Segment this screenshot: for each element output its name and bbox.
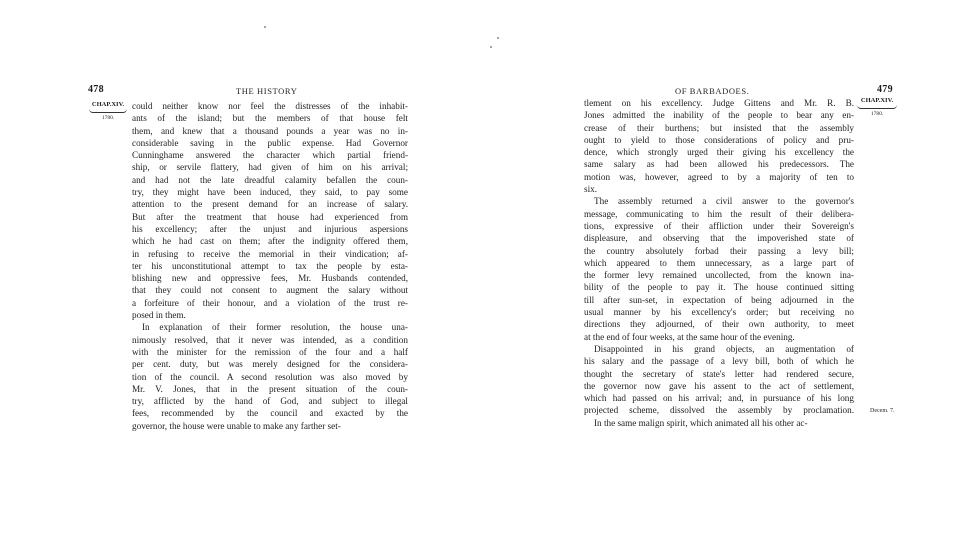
margin-year: 1780.: [101, 115, 115, 121]
text-line: which had passed on his arrival; and, in pursuance of his long: [584, 393, 854, 404]
scan-speck: [497, 37, 499, 39]
text-line: that they could not consent to augment the salary without: [132, 285, 408, 296]
margin-year: 1780.: [870, 111, 884, 117]
text-line: governor, the house were unable to make any farther set-: [132, 420, 341, 431]
text-line: try, they might have been induced, they said, to pay some: [132, 187, 408, 198]
text-line: projected scheme, dissolved the assembly by proclamation.: [584, 405, 854, 416]
text-line: and had not the late dreadful calamity befallen the coun-: [132, 174, 408, 185]
text-line: displeasure, and observing that the impoverished state of: [584, 233, 854, 244]
text-line: six.: [584, 184, 598, 195]
body-text: [132, 100, 408, 432]
text-line: In explanation of their former resolution, the house una-: [142, 322, 408, 333]
text-line: ter his unconstitutional attempt to tax the people by esta-: [132, 260, 408, 271]
text-line: Cunninghame answered the character which partial friend-: [132, 150, 408, 161]
margin-chapter: CHAP.XIV.: [860, 97, 894, 104]
brace-mark: [89, 109, 127, 113]
text-line: motion was, however, agreed to by a majority of ten to: [584, 171, 854, 182]
text-line: which he had cast on them; after the indignity offered them,: [132, 236, 408, 247]
scan-speck: [490, 46, 492, 48]
text-line: per cent. duty, but was merely designed for the considera-: [132, 359, 408, 370]
text-line: The assembly returned a civil answer to the governor's: [594, 196, 854, 207]
margin-chapter: CHAP.XIV.: [91, 101, 125, 108]
scan-speck: [264, 26, 266, 28]
page-number: 478: [88, 84, 104, 95]
margin-chapter-note: [88, 101, 128, 122]
text-line: same salary as had been allowed his predecessors. The: [584, 159, 854, 170]
text-line: which appeared to them unnecessary, as a large part of: [584, 257, 854, 268]
text-line: In the same malign spirit, which animated all his other ac-: [594, 417, 808, 428]
text-line: But after the treatment that house had experienced from: [132, 211, 408, 222]
text-line: tlement on his excellency. Judge Gittens and Mr. R. B.: [584, 98, 854, 108]
text-line: posed in them.: [132, 310, 186, 321]
running-head: THE HISTORY: [236, 86, 298, 96]
text-line: bility of the people to pay it. The house continued sitting: [584, 282, 854, 293]
text-line: in refusing to receive the memorial in their vindication; af-: [132, 248, 408, 259]
text-line: his salary and the passage of a levy bill, both of which he: [584, 356, 854, 367]
text-line: Disappointed in his grand objects, an augmentation of: [594, 343, 854, 354]
text-line: tions, expressive of their affliction under their Sovereign's: [584, 220, 854, 231]
text-line: the country absolutely forbad their passing a levy bill;: [584, 245, 854, 256]
text-line: at the end of four weeks, at the same hour of the evening.: [584, 331, 795, 342]
text-line: the former levy remained uncollected, from the known ina-: [584, 270, 854, 281]
text-line: his excellency; after the unjust and injurious aspersions: [132, 223, 408, 234]
body-text: [584, 97, 854, 429]
text-line: message, communicating to him the result of their delibera-: [584, 208, 854, 219]
text-line: fees, recommended by the council and exacted by the: [132, 408, 408, 419]
text-line: blishing new and oppressive fees, Mr. Husbands contended,: [132, 273, 408, 284]
text-line: ants of the island; but the members of that house felt: [132, 113, 408, 124]
text-line: them, and knew that a thousand pounds a year was no in-: [132, 125, 408, 136]
text-line: ship, or servile flattery, had given of him on his arrival;: [132, 162, 408, 173]
text-line: thought the secretary of state's letter had rendered secure,: [584, 368, 854, 379]
text-line: nimously resolved, that it never was intended, as a condition: [132, 334, 408, 345]
text-line: try, afflicted by the hand of God, and subject to illegal: [132, 396, 408, 407]
right-page: [490, 0, 980, 551]
page-number: 479: [877, 84, 893, 95]
margin-chapter-note: [856, 97, 898, 118]
text-line: usual manner by his excellency's order; but receiving no: [584, 307, 854, 318]
text-line: Jones admitted the inability of the people to bear any en-: [584, 110, 854, 121]
text-line: Mr. V. Jones, that in the present situation of the coun-: [132, 383, 408, 394]
text-line: ought to yield to those considerations of policy and pru-: [584, 134, 854, 145]
text-line: a forfeiture of their honour, and a violation of the trust re-: [132, 297, 408, 308]
text-line: directions they adjourned, of their own authority, to meet: [584, 319, 854, 330]
brace-mark: [857, 105, 897, 109]
text-line: till after sun-set, in expectation of being adjourned in the: [584, 294, 854, 305]
text-line: considerable saving in the public expense. Had Governor: [132, 137, 408, 148]
text-line: attention to the present demand for an increase of salary.: [132, 199, 408, 210]
margin-date: Decem. 7.: [870, 408, 895, 414]
text-line: the governor now gave his assent to the act of settlement,: [584, 380, 854, 391]
text-line: dence, which strongly urged their giving his excellency the: [584, 147, 854, 158]
text-line: crease of their burthens; but insisted that the assembly: [584, 122, 854, 133]
text-line: tion of the council. A second resolution was also moved by: [132, 371, 408, 382]
text-line: with the minister for the remission of the four and a half: [132, 346, 408, 357]
running-head: OF BARBADOES.: [675, 86, 750, 96]
text-line: could neither know nor feel the distresses of the inhabit-: [132, 101, 408, 111]
